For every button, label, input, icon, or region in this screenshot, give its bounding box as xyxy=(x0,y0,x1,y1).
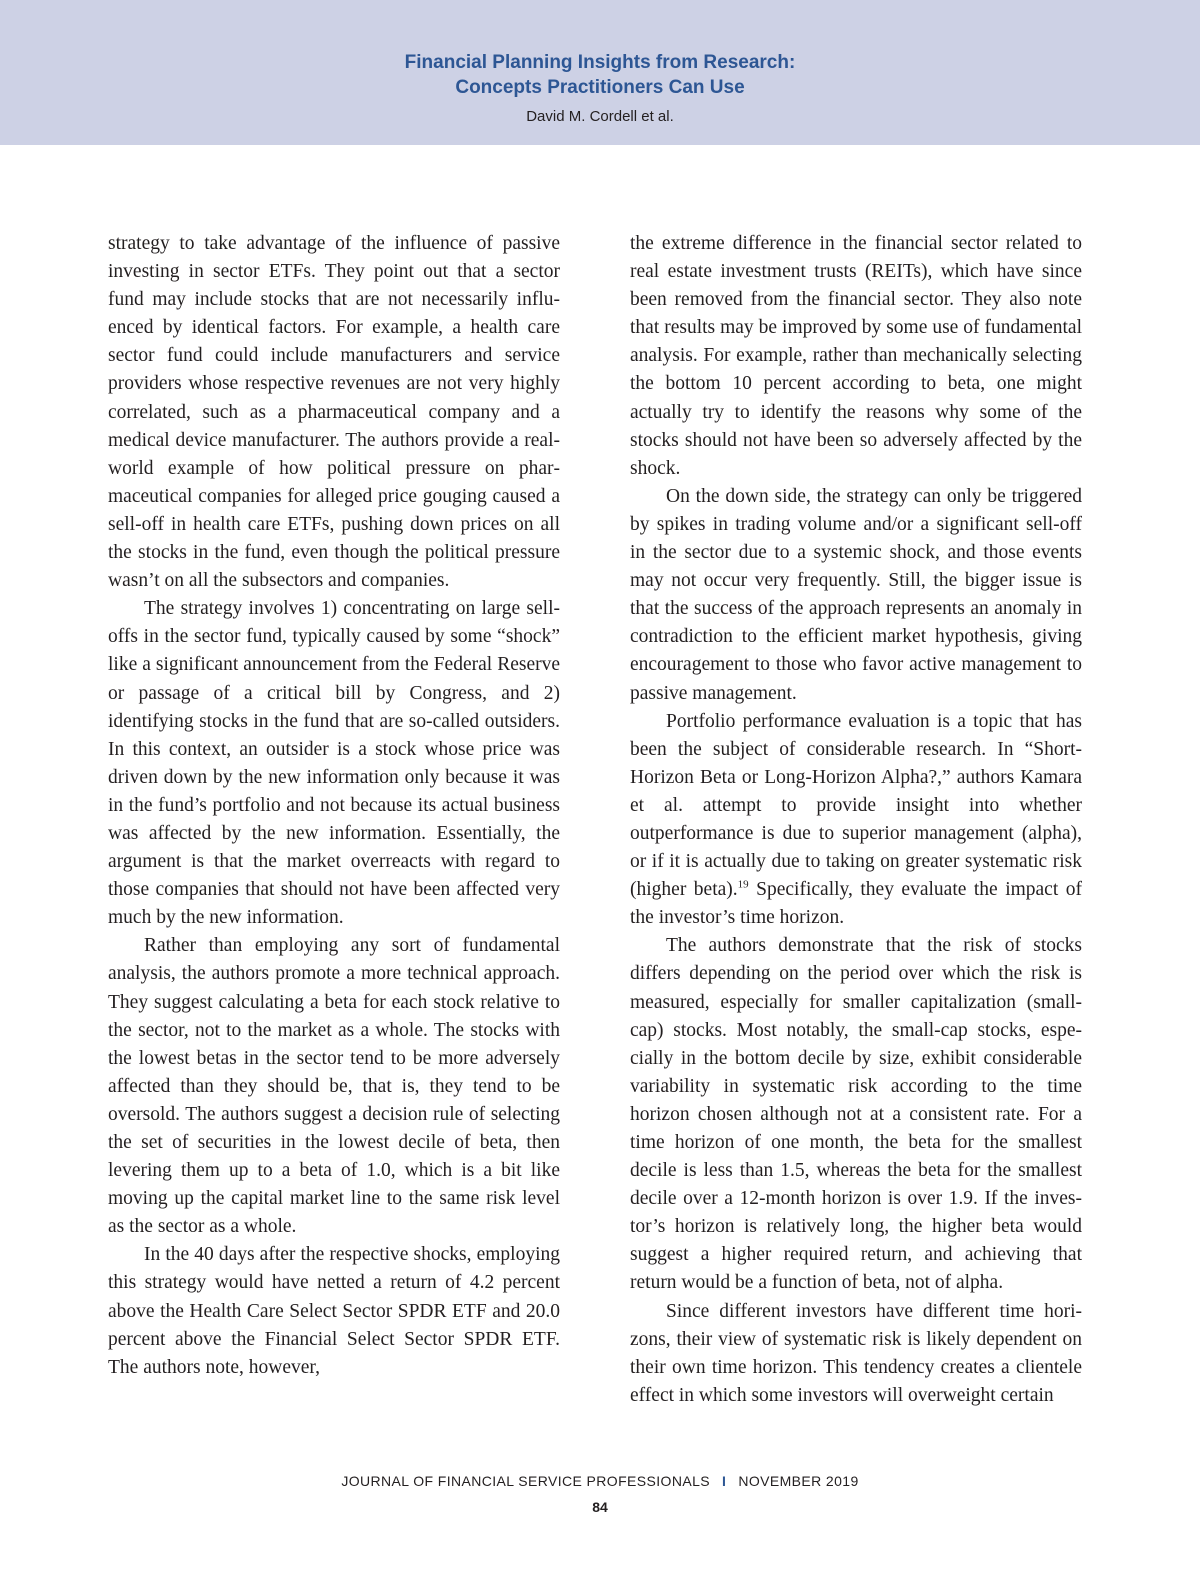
paragraph: the extreme difference in the financial sector related to real estate investment trusts (REITs), which have since been removed from the financial sector. They also note that results may be improved by some use of fundamental analysis. For example, rather than mechanically selecting the bottom 10 percent according to beta, one might actually try to identify the reasons why some of the stocks should not have been so adversely affected by the shock. xyxy=(630,233,1082,479)
left-column xyxy=(108,230,560,1382)
paragraph: The authors demonstrate that the risk of stocks differs depending on the period over which the risk is measured, especially for smaller capitalization (small-cap) stocks. Most notably, the small-cap stocks, especially in the bottom decile by size, exhibit considerable variability in systematic risk according to the time horizon chosen although not at a consistent rate. For a time horizon of one month, the beta for the smallest decile is less than 1.5, whereas the beta for the smallest decile over a 12-month horizon is over 1.9. If the investor’s horizon is relatively long, the higher beta would suggest a higher required return, and achieving that return would be a function of beta, not of alpha. xyxy=(630,935,1082,1294)
paragraph: Since different investors have different time horizons, their view of systematic risk is likely dependent on their own time horizon. This tendency creates a clientele effect in which some investors will overweight certain xyxy=(630,1300,1082,1406)
footnote-ref[interactable]: 19 xyxy=(737,878,749,891)
header-author: David M. Cordell et al. xyxy=(526,108,674,125)
header-title-line-1: Financial Planning Insights from Research: xyxy=(404,52,796,73)
paragraph: strategy to take advantage of the influence of passive investing in sector ETFs. They point out that a sector fund may include stocks that are not necessarily influenced by identical factors. For example, a health care sector fund could include manufacturers and service providers whose respective revenues are not very highly correlated, such as a pharmaceutical company and a medical device manufacturer. The authors provide a real-world example of how political pressure on pharmaceutical companies for alleged price gouging caused a sell-off in health care ETFs, pushing down prices on all the stocks in the fund, even though the political pressure wasn’t on all the subsectors and companies. xyxy=(108,233,560,592)
paragraph: In the 40 days after the respective shocks, employing this strategy would have netted a return of 4.2 percent above the Health Care Select Sector SPDR ETF and 20.0 percent above the Financial Select Sector SPDR ETF. The authors note, however, xyxy=(108,1244,560,1378)
issue-date: NOVEMBER 2019 xyxy=(738,1473,859,1489)
paragraph: Rather than employing any sort of fundamental analysis, the authors promote a more technical approach. They suggest calculating a beta for each stock relative to the sector, not to the market as a whole. The stocks with the lowest betas in the sector tend to be more adversely affected than they should be, that is, they tend to be oversold. The authors suggest a decision rule of selecting the set of securities in the lowest decile of beta, then levering them up to a beta of 1.0, which is a bit like moving up the capital market line to the same risk level as the sector as a whole. xyxy=(108,935,560,1238)
journal-name: JOURNAL OF FINANCIAL SERVICE PROFESSIONALS xyxy=(341,1473,711,1489)
page-number: 84 xyxy=(592,1499,608,1515)
paragraph xyxy=(630,708,1082,933)
footer-separator: I xyxy=(722,1473,727,1489)
paragraph: On the down side, the strategy can only be triggered by spikes in trading volume and/or a significant sell-off in the sector due to a systemic shock, and those events may not occur very frequently. Still, the bigger issue is that the success of the approach represents an anomaly in contradiction to the efficient market hypothesis, giving encouragement to those who favor active management to passive management. xyxy=(630,485,1082,704)
running-footer xyxy=(0,1473,1200,1489)
paragraph: The strategy involves 1) concentrating on large sell-offs in the sector fund, typically caused by some “shock” like a significant announcement from the Federal Reserve or passage of a critical bill by Congress, and 2) identifying stocks in the fund that are so-called outsiders. In this context, an outsider is a stock whose price was driven down by the new information only because it was in the fund’s portfolio and not because its actual business was affected by the new information. Essentially, the argument is that the market overreacts with regard to those companies that should not have been affected very much by the new information. xyxy=(108,598,560,929)
header-title-line-2: Concepts Practitioners Can Use xyxy=(455,77,745,98)
paragraph-text: Specifically, they evaluate the impact of the investor’s time horizon. xyxy=(630,879,1082,929)
running-header xyxy=(0,0,1200,145)
paragraph-text: Portfolio performance evaluation is a topic that has been the subject of considerable research. In “Short-Horizon Beta or Long-Horizon Alpha?,” authors Kamara et al. attempt to provide insight into whether outperformance is due to superior management (alpha), or if it is actually due to taking on greater systematic risk (higher beta). xyxy=(630,710,1082,901)
right-column xyxy=(630,230,1082,1410)
